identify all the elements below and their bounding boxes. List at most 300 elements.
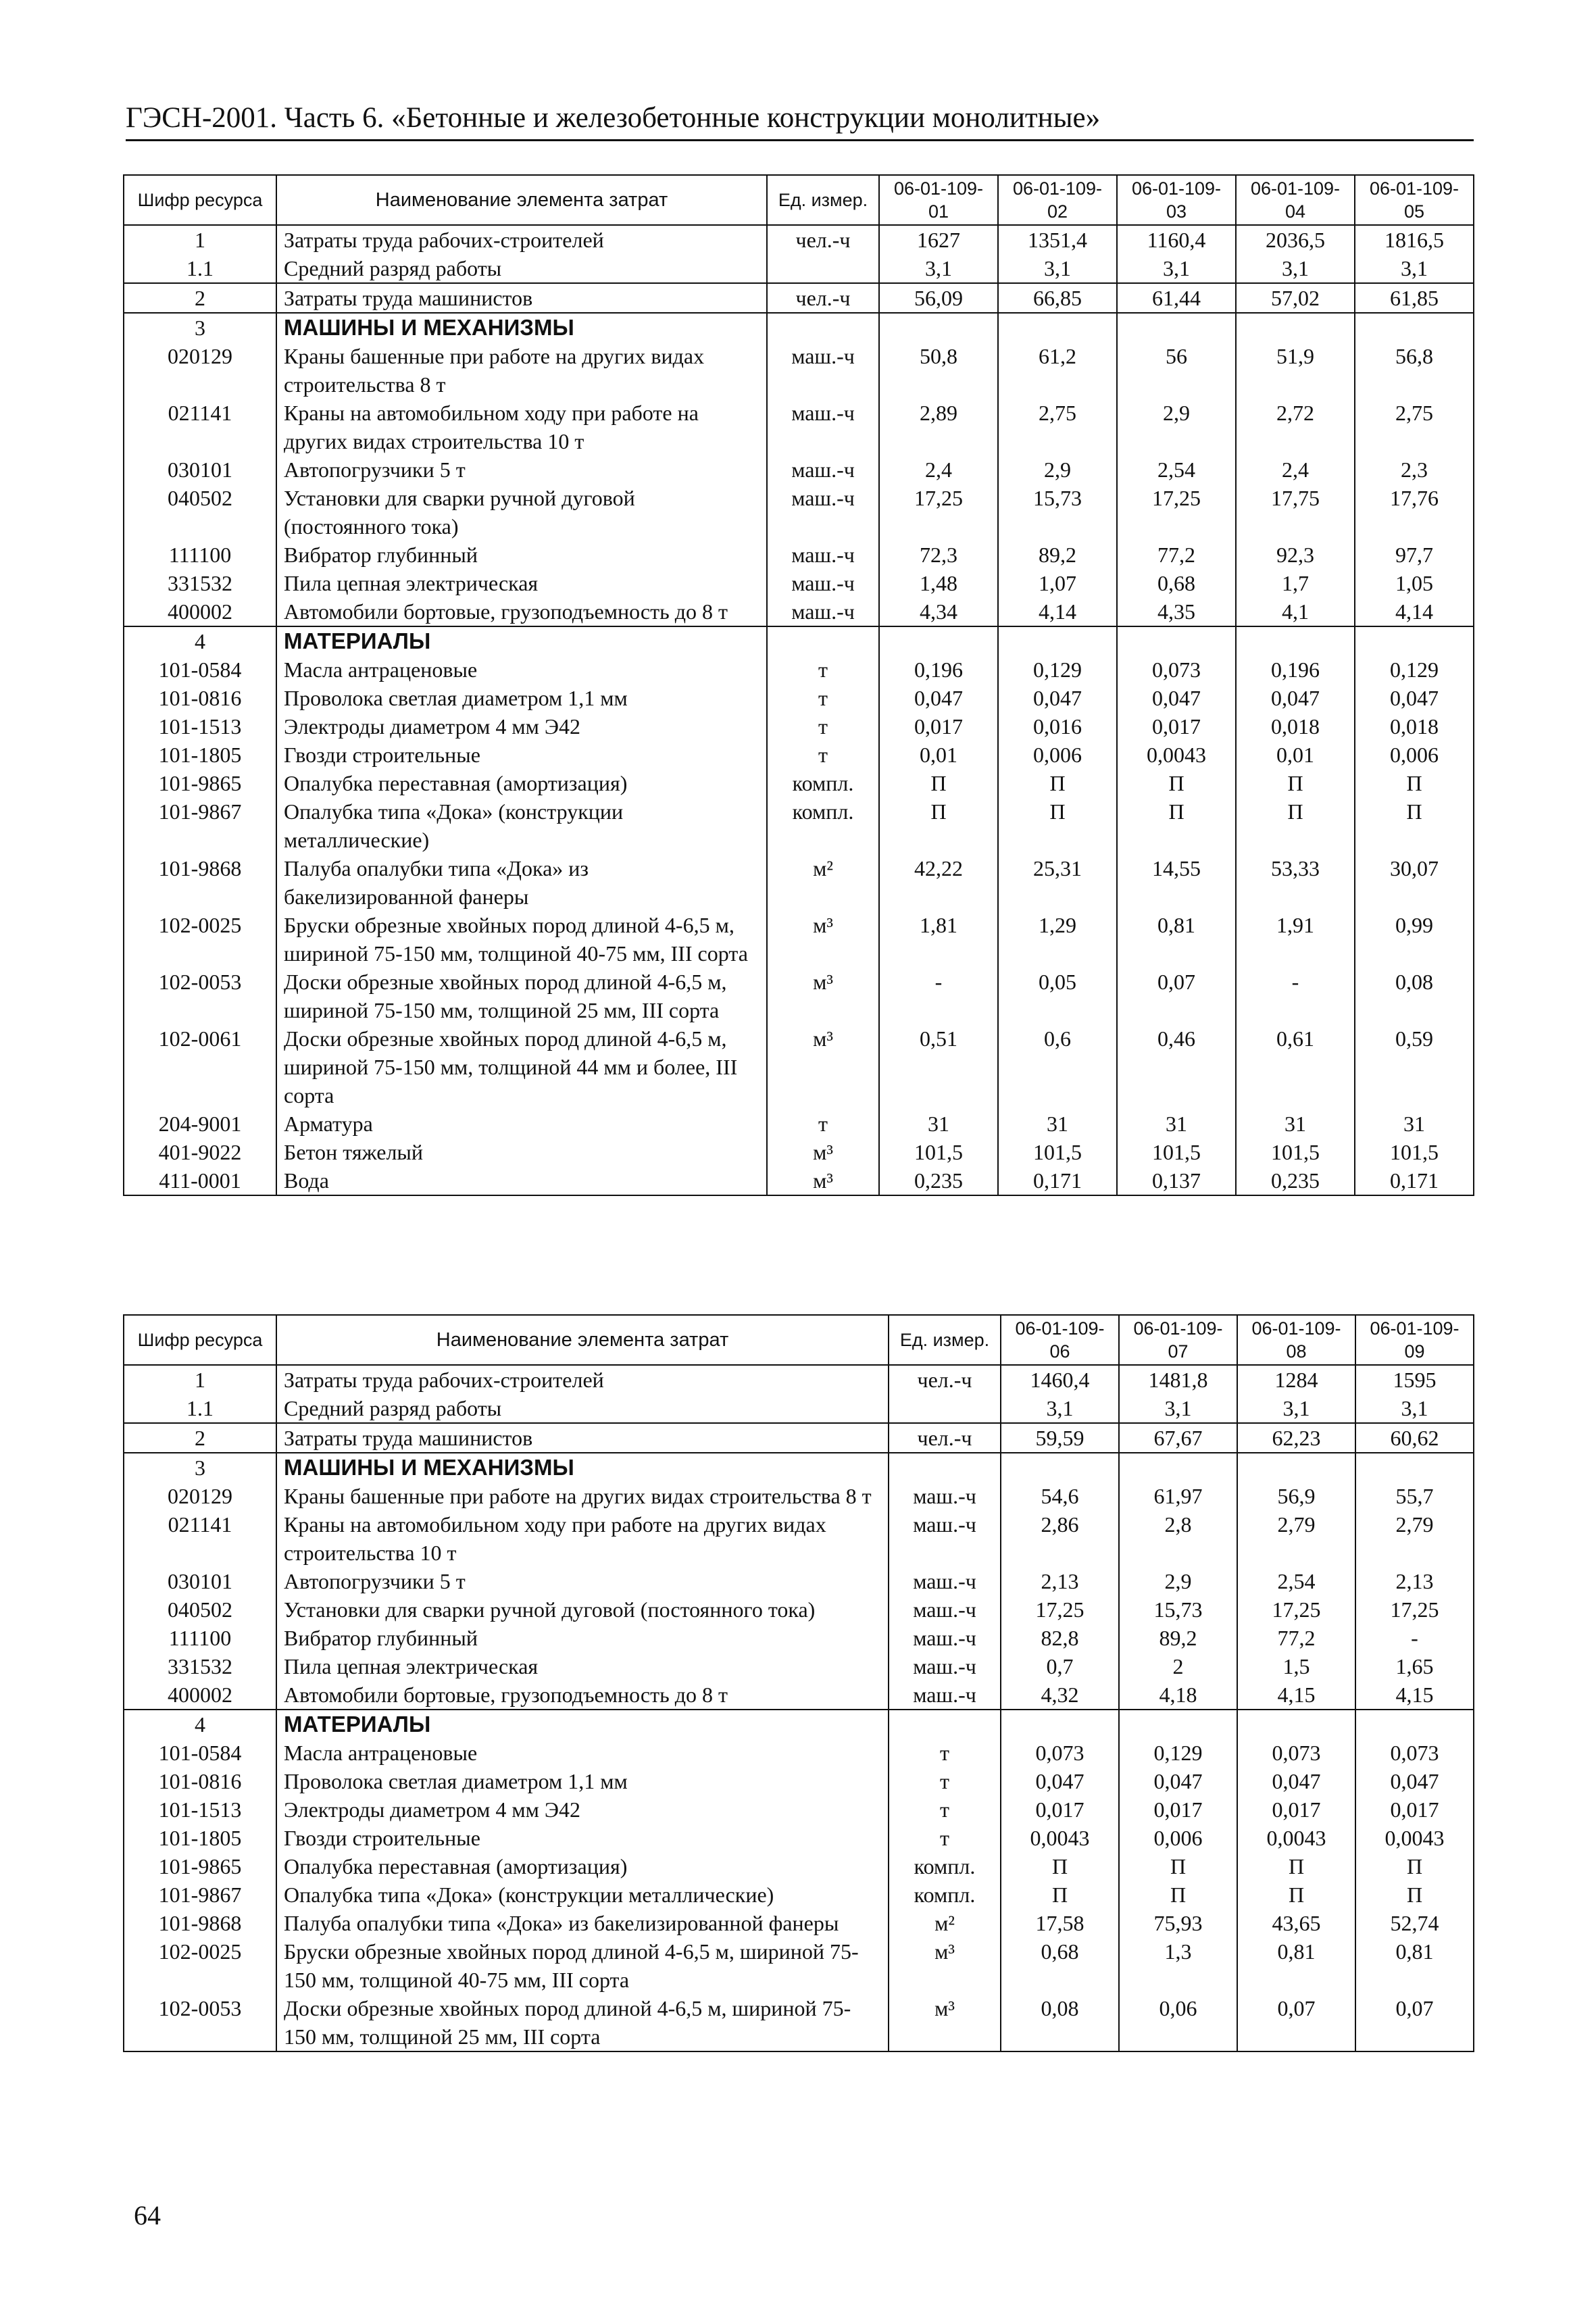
value-cell: 1481,8 [1119,1365,1237,1394]
value-cell: 1,81 [879,911,998,968]
value-cell: 0,006 [1119,1824,1237,1852]
value-cell [998,626,1117,655]
value-cell: 0,016 [998,712,1117,741]
value-cell: 0,047 [879,684,998,712]
value-cell: 61,2 [998,342,1117,399]
value-cell: П [1237,1881,1355,1909]
table-row [124,1567,1474,1595]
value-cell: 0,08 [1355,968,1474,1024]
resource-code: 3 [124,1453,276,1482]
column-header-norm-code: 06-01-109-04 [1236,175,1355,225]
unit-cell: маш.-ч [889,1652,1001,1681]
value-cell: 66,85 [998,283,1117,313]
value-cell: 53,33 [1236,854,1355,911]
resource-name: Палуба опалубки типа «Дока» из бакелизированной фанеры [276,854,767,911]
value-cell: 31 [1117,1110,1236,1138]
value-cell: 1,91 [1236,911,1355,968]
table-row [124,1138,1474,1166]
value-cell: 101,5 [998,1138,1117,1166]
value-cell: 15,73 [998,484,1117,541]
value-cell: 0,047 [1237,1767,1355,1795]
table-row [124,1482,1474,1510]
unit-cell: т [889,1767,1001,1795]
table-row [124,342,1474,399]
value-cell: 1816,5 [1355,225,1474,254]
resource-code: 101-0816 [124,1767,276,1795]
value-cell: 50,8 [879,342,998,399]
resource-code: 102-0053 [124,1994,276,2051]
value-cell [1355,1453,1474,1482]
value-cell: 2,72 [1236,399,1355,455]
resource-name: Затраты труда рабочих-строителей [276,1365,889,1394]
unit-cell: т [767,741,879,769]
resource-code: 101-1805 [124,741,276,769]
value-cell: 0,61 [1236,1024,1355,1110]
value-cell: 0,047 [998,684,1117,712]
value-cell: 0,006 [1355,741,1474,769]
value-cell: 0,07 [1117,968,1236,1024]
unit-cell: маш.-ч [767,597,879,626]
resource-name: Гвозди строительные [276,1824,889,1852]
value-cell: 3,1 [1117,254,1236,283]
value-cell: 0,235 [879,1166,998,1195]
value-cell: 0,01 [879,741,998,769]
resource-code: 021141 [124,1510,276,1567]
resource-code: 400002 [124,1681,276,1710]
table-row [124,854,1474,911]
unit-cell: т [889,1739,1001,1767]
value-cell: 0,81 [1355,1937,1474,1994]
value-cell: 4,35 [1117,597,1236,626]
resource-code: 101-9867 [124,797,276,854]
value-cell: 1,07 [998,569,1117,597]
value-cell [1355,1710,1474,1739]
value-cell: 1160,4 [1117,225,1236,254]
resource-name: Пила цепная электрическая [276,1652,889,1681]
value-cell: 0,017 [1117,712,1236,741]
value-cell: - [879,968,998,1024]
resource-code: 101-1805 [124,1824,276,1852]
value-cell: 0,0043 [1001,1824,1119,1852]
resource-code: 102-0025 [124,911,276,968]
value-cell: 0,46 [1117,1024,1236,1110]
resource-code: 101-9868 [124,1909,276,1937]
column-header-code: Шифр ресурса [124,1315,276,1365]
unit-cell: м³ [889,1994,1001,2051]
value-cell: 31 [1355,1110,1474,1138]
value-cell: 17,75 [1236,484,1355,541]
resource-name: Электроды диаметром 4 мм Э42 [276,1795,889,1824]
table-row [124,1595,1474,1624]
value-cell: 0,01 [1236,741,1355,769]
value-cell: 101,5 [879,1138,998,1166]
resource-name: Опалубка переставная (амортизация) [276,769,767,797]
resource-code: 101-9867 [124,1881,276,1909]
resource-code: 331532 [124,1652,276,1681]
value-cell: П [998,769,1117,797]
resource-code: 101-1513 [124,1795,276,1824]
value-cell: 67,67 [1119,1423,1237,1453]
value-cell: 30,07 [1355,854,1474,911]
value-cell: 101,5 [1117,1138,1236,1166]
resource-code: 030101 [124,1567,276,1595]
resource-name: Пила цепная электрическая [276,569,767,597]
value-cell: 4,1 [1236,597,1355,626]
value-cell: 0,68 [1117,569,1236,597]
value-cell: 1,48 [879,569,998,597]
table-row [124,655,1474,684]
value-cell: 0,05 [998,968,1117,1024]
resource-code: 1.1 [124,254,276,283]
resource-code: 1.1 [124,1394,276,1423]
value-cell: 31 [998,1110,1117,1138]
table-row [124,541,1474,569]
resource-code: 2 [124,1423,276,1453]
value-cell: 0,07 [1237,1994,1355,2051]
table-row [124,254,1474,283]
column-header-unit: Ед. измер. [767,175,879,225]
value-cell: 101,5 [1236,1138,1355,1166]
resource-name: Бетон тяжелый [276,1138,767,1166]
value-cell: 89,2 [1119,1624,1237,1652]
resource-code: 102-0025 [124,1937,276,1994]
value-cell: 2,3 [1355,455,1474,484]
unit-cell: т [767,684,879,712]
value-cell: 4,14 [1355,597,1474,626]
value-cell: - [1355,1624,1474,1652]
resource-code: 4 [124,1710,276,1739]
unit-cell: компл. [889,1852,1001,1881]
resource-name: Проволока светлая диаметром 1,1 мм [276,1767,889,1795]
value-cell: 2,79 [1237,1510,1355,1567]
resource-name: Автомобили бортовые, грузоподъемность до 8 т [276,1681,889,1710]
value-cell: 61,44 [1117,283,1236,313]
value-cell: 56,9 [1237,1482,1355,1510]
value-cell: 0,6 [998,1024,1117,1110]
table-row [124,569,1474,597]
value-cell: П [1117,769,1236,797]
value-cell [998,313,1117,342]
resource-code: 101-9868 [124,854,276,911]
value-cell: 31 [879,1110,998,1138]
unit-cell: т [889,1795,1001,1824]
table-row [124,1767,1474,1795]
value-cell: 0,129 [998,655,1117,684]
resource-name: Автопогрузчики 5 т [276,1567,889,1595]
resource-name: Средний разряд работы [276,254,767,283]
value-cell: 3,1 [1237,1394,1355,1423]
value-cell: 2,79 [1355,1510,1474,1567]
column-header-name: Наименование элемента затрат [276,175,767,225]
value-cell: 56,8 [1355,342,1474,399]
value-cell: 3,1 [998,254,1117,283]
value-cell: 14,55 [1117,854,1236,911]
value-cell: 0,047 [1119,1767,1237,1795]
resource-name: Масла антраценовые [276,655,767,684]
value-cell: П [1119,1852,1237,1881]
value-cell: 0,073 [1001,1739,1119,1767]
value-cell: 1595 [1355,1365,1474,1394]
resource-name: Автомобили бортовые, грузоподъемность до 8 т [276,597,767,626]
resource-name: Арматура [276,1110,767,1138]
resource-name: Бруски обрезные хвойных пород длиной 4-6,5 м, шириной 75-150 мм, толщиной 40-75 мм, III сорта [276,1937,889,1994]
resource-name: Доски обрезные хвойных пород длиной 4-6,5 м, шириной 75-150 мм, толщиной 25 мм, III сорта [276,1994,889,2051]
resource-code: 101-9865 [124,769,276,797]
unit-cell: м² [889,1909,1001,1937]
value-cell: 54,6 [1001,1482,1119,1510]
table-row [124,1852,1474,1881]
table-row [124,684,1474,712]
resource-name: Установки для сварки ручной дуговой (постоянного тока) [276,1595,889,1624]
value-cell: 97,7 [1355,541,1474,569]
resource-name: Краны башенные при работе на других видах строительства 8 т [276,342,767,399]
unit-cell: м² [767,854,879,911]
value-cell: 1,65 [1355,1652,1474,1681]
value-cell: 2,4 [879,455,998,484]
resource-code: 040502 [124,484,276,541]
value-cell: 61,85 [1355,283,1474,313]
value-cell: 0,017 [1355,1795,1474,1824]
table-row [124,1994,1474,2051]
table-row [124,1681,1474,1710]
value-cell: П [998,797,1117,854]
value-cell: 2,8 [1119,1510,1237,1567]
column-header-code: Шифр ресурса [124,175,276,225]
table-row [124,1909,1474,1937]
value-cell: 61,97 [1119,1482,1237,1510]
value-cell: 57,02 [1236,283,1355,313]
section-title: МАШИНЫ И МЕХАНИЗМЫ [276,313,767,342]
unit-cell: маш.-ч [767,541,879,569]
resource-name: Краны башенные при работе на других видах строительства 8 т [276,1482,889,1510]
resource-name: Вода [276,1166,767,1195]
unit-cell: т [767,712,879,741]
value-cell: 1,29 [998,911,1117,968]
value-cell: 0,81 [1117,911,1236,968]
resource-name: Затраты труда машинистов [276,1423,889,1453]
value-cell: 0,047 [1236,684,1355,712]
resource-code: 1 [124,1365,276,1394]
value-cell: 1284 [1237,1365,1355,1394]
unit-cell: чел.-ч [889,1423,1001,1453]
resource-code: 040502 [124,1595,276,1624]
value-cell: 89,2 [998,541,1117,569]
unit-cell: т [889,1824,1001,1852]
table-row [124,484,1474,541]
value-cell: 15,73 [1119,1595,1237,1624]
table-row [124,1365,1474,1394]
unit-cell: маш.-ч [767,399,879,455]
section-row [124,1453,1474,1482]
value-cell: П [1355,769,1474,797]
unit-cell: маш.-ч [889,1510,1001,1567]
table-row [124,911,1474,968]
resource-code: 101-0584 [124,655,276,684]
resource-code: 3 [124,313,276,342]
column-header-name: Наименование элемента затрат [276,1315,889,1365]
table-row [124,597,1474,626]
unit-cell: маш.-ч [767,455,879,484]
value-cell: 0,81 [1237,1937,1355,1994]
value-cell: 43,65 [1237,1909,1355,1937]
value-cell: 2036,5 [1236,225,1355,254]
unit-cell: м³ [767,1138,879,1166]
value-cell: 55,7 [1355,1482,1474,1510]
table-body [124,225,1474,1195]
unit-cell: маш.-ч [889,1624,1001,1652]
value-cell: 0,171 [998,1166,1117,1195]
column-header-unit: Ед. измер. [889,1315,1001,1365]
unit-cell: м³ [767,968,879,1024]
value-cell: 0,017 [879,712,998,741]
value-cell: 2,9 [998,455,1117,484]
resource-name: Опалубка переставная (амортизация) [276,1852,889,1881]
value-cell: П [879,797,998,854]
value-cell: П [1237,1852,1355,1881]
value-cell: П [1236,797,1355,854]
value-cell: П [1117,797,1236,854]
resource-table-1 [123,174,1474,1196]
table-row [124,1166,1474,1195]
unit-cell: маш.-ч [889,1681,1001,1710]
value-cell: 0,0043 [1117,741,1236,769]
resource-name: Средний разряд работы [276,1394,889,1423]
resource-code: 411-0001 [124,1166,276,1195]
value-cell: 56 [1117,342,1236,399]
value-cell: 3,1 [1236,254,1355,283]
unit-cell: компл. [767,797,879,854]
unit-cell: т [767,655,879,684]
value-cell: 3,1 [1119,1394,1237,1423]
table-row [124,455,1474,484]
resource-name: Доски обрезные хвойных пород длиной 4-6,5 м, шириной 75-150 мм, толщиной 44 мм и более, III сорта [276,1024,767,1110]
value-cell: 3,1 [879,254,998,283]
value-cell: 0,235 [1236,1166,1355,1195]
resource-code: 331532 [124,569,276,597]
value-cell: 0,59 [1355,1024,1474,1110]
value-cell: 2,13 [1355,1567,1474,1595]
table-row [124,1652,1474,1681]
section-title: МАТЕРИАЛЫ [276,626,767,655]
value-cell: 59,59 [1001,1423,1119,1453]
resource-code: 101-1513 [124,712,276,741]
column-header-norm-code: 06-01-109-06 [1001,1315,1119,1365]
unit-cell [767,254,879,283]
table-row [124,968,1474,1024]
value-cell: 17,25 [1355,1595,1474,1624]
page-header: ГЭСН-2001. Часть 6. «Бетонные и железобетонные конструкции монолитные» [126,100,1474,141]
unit-cell: маш.-ч [889,1482,1001,1510]
resource-name: Затраты труда машинистов [276,283,767,313]
value-cell: 31 [1236,1110,1355,1138]
value-cell: 0,171 [1355,1166,1474,1195]
value-cell: 0,06 [1119,1994,1237,2051]
column-header-norm-code: 06-01-109-09 [1355,1315,1474,1365]
table-row [124,283,1474,313]
table-row [124,1739,1474,1767]
value-cell: 3,1 [1355,254,1474,283]
value-cell: 17,25 [1237,1595,1355,1624]
unit-cell: компл. [889,1881,1001,1909]
value-cell: 0,017 [1119,1795,1237,1824]
value-cell: П [1355,1852,1474,1881]
unit-cell: т [767,1110,879,1138]
resource-code: 101-0584 [124,1739,276,1767]
value-cell: 0,196 [1236,655,1355,684]
resource-name: Краны на автомобильном ходу при работе на других видах строительства 10 т [276,1510,889,1567]
table-row [124,1795,1474,1824]
column-header-norm-code: 06-01-109-03 [1117,175,1236,225]
resource-code: 102-0061 [124,1024,276,1110]
value-cell: 17,58 [1001,1909,1119,1937]
value-cell: 0,018 [1236,712,1355,741]
unit-cell: м³ [767,1166,879,1195]
value-cell: 4,32 [1001,1681,1119,1710]
value-cell [879,313,998,342]
table-row [124,712,1474,741]
resource-name: Бруски обрезные хвойных пород длиной 4-6,5 м, шириной 75-150 мм, толщиной 40-75 мм, III сорта [276,911,767,968]
value-cell [1119,1453,1237,1482]
table-row [124,1110,1474,1138]
table-row [124,741,1474,769]
unit-cell: маш.-ч [889,1595,1001,1624]
section-row [124,313,1474,342]
resource-code: 101-9865 [124,1852,276,1881]
resource-code: 2 [124,283,276,313]
unit-cell: м³ [889,1937,1001,1994]
value-cell: 0,017 [1237,1795,1355,1824]
value-cell: 2,9 [1117,399,1236,455]
value-cell: 1627 [879,225,998,254]
value-cell: 60,62 [1355,1423,1474,1453]
resource-name: Палуба опалубки типа «Дока» из бакелизированной фанеры [276,1909,889,1937]
value-cell: 2,9 [1119,1567,1237,1595]
value-cell: 17,25 [1117,484,1236,541]
resource-code: 020129 [124,342,276,399]
unit-cell: чел.-ч [767,283,879,313]
value-cell: 2,54 [1117,455,1236,484]
value-cell: 0,018 [1355,712,1474,741]
value-cell: 0,07 [1355,1994,1474,2051]
value-cell: 1,05 [1355,569,1474,597]
unit-cell [889,1394,1001,1423]
value-cell: 1351,4 [998,225,1117,254]
value-cell: 2,13 [1001,1567,1119,1595]
unit-cell: чел.-ч [889,1365,1001,1394]
section-title: МАТЕРИАЛЫ [276,1710,889,1739]
value-cell: 1,3 [1119,1937,1237,1994]
resource-code: 4 [124,626,276,655]
value-cell: 0,0043 [1237,1824,1355,1852]
table-row [124,1824,1474,1852]
column-header-norm-code: 06-01-109-07 [1119,1315,1237,1365]
value-cell: 25,31 [998,854,1117,911]
table-row [124,1937,1474,1994]
unit-cell: чел.-ч [767,225,879,254]
value-cell [1117,626,1236,655]
value-cell: П [1236,769,1355,797]
value-cell: 1,7 [1236,569,1355,597]
column-header-norm-code: 06-01-109-02 [998,175,1117,225]
value-cell: П [1119,1881,1237,1909]
section-title: МАШИНЫ И МЕХАНИЗМЫ [276,1453,889,1482]
page-number: 64 [134,2200,161,2231]
resource-code: 400002 [124,597,276,626]
value-cell: 0,99 [1355,911,1474,968]
table-row [124,1394,1474,1423]
resource-name: Масла антраценовые [276,1739,889,1767]
value-cell: 0,073 [1117,655,1236,684]
